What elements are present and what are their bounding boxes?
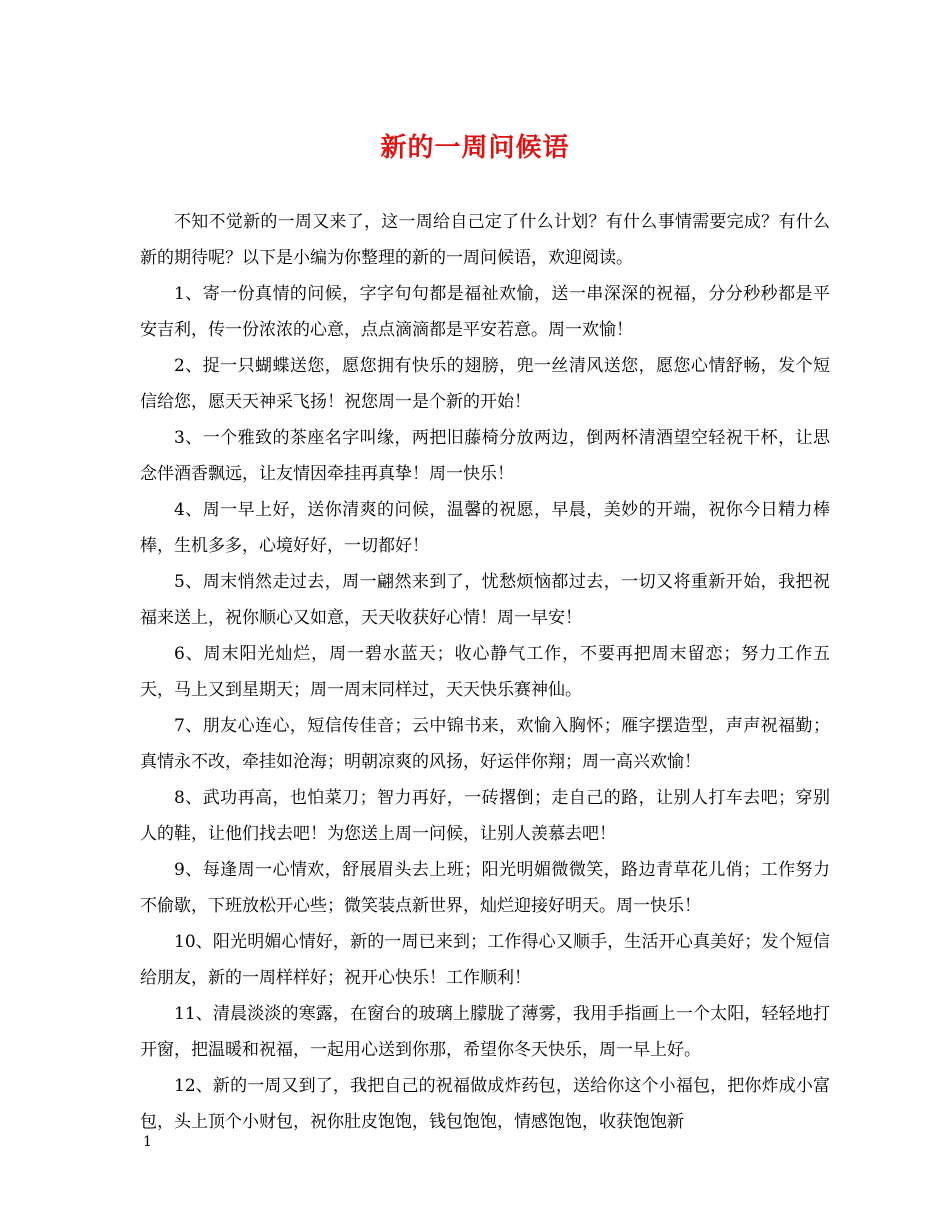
greeting-paragraph-11: 11、清晨淡淡的寒露，在窗台的玻璃上朦胧了薄雾，我用手指画上一个太阳，轻轻地打开窗，把温暖和祝福，一起用心送到你那，希望你冬天快乐，周一早上好。	[140, 1004, 830, 1060]
greeting-paragraph-4: 4、周一早上好，送你清爽的问候，温馨的祝愿，早晨，美妙的开端，祝你今日精力棒棒，生机多多，心境好好，一切都好！	[140, 500, 830, 556]
greeting-paragraph-12: 12、新的一周又到了，我把自己的祝福做成炸药包，送给你这个小福包，把你炸成小富包，头上顶个小财包，祝你肚皮饱饱，钱包饱饱，情感饱饱，收获饱饱新	[140, 1076, 830, 1132]
greeting-paragraph-1: 1、寄一份真情的问候，字字句句都是福祉欢愉，送一串深深的祝福，分分秒秒都是平安吉利，传一份浓浓的心意，点点滴滴都是平安若意。周一欢愉！	[140, 284, 830, 340]
greeting-paragraph-7: 7、朋友心连心，短信传佳音；云中锦书来，欢愉入胸怀；雁字摆造型，声声祝福勤；真情永不改，牵挂如沧海；明朝凉爽的风扬，好运伴你翔；周一高兴欢愉！	[140, 716, 830, 772]
greeting-paragraph-3: 3、一个雅致的茶座名字叫缘，两把旧藤椅分放两边，倒两杯清酒望空轻祝干杯，让思念伴酒香飘远，让友情因牵挂再真挚！周一快乐！	[140, 428, 830, 484]
greeting-paragraph-6: 6、周末阳光灿烂，周一碧水蓝天；收心静气工作，不要再把周末留恋；努力工作五天，马上又到星期天；周一周末同样过，天天快乐赛神仙。	[140, 644, 830, 700]
document-title: 新的一周问候语	[380, 133, 570, 163]
greeting-paragraph-10: 10、阳光明媚心情好，新的一周已来到；工作得心又顺手，生活开心真美好；发个短信给朋友，新的一周样样好；祝开心快乐！工作顺利！	[140, 932, 830, 988]
page-number: 1	[143, 1134, 152, 1150]
document-body	[140, 204, 830, 1140]
greeting-paragraph-2: 2、捉一只蝴蝶送您，愿您拥有快乐的翅膀，兜一丝清风送您，愿您心情舒畅，发个短信给您，愿天天神采飞扬！祝您周一是个新的开始！	[140, 356, 830, 412]
intro-paragraph: 不知不觉新的一周又来了，这一周给自己定了什么计划？有什么事情需要完成？有什么新的期待呢？以下是小编为你整理的新的一周问候语，欢迎阅读。	[140, 212, 830, 268]
greeting-paragraph-9: 9、每逢周一心情欢，舒展眉头去上班；阳光明媚微微笑，路边青草花儿俏；工作努力不偷歇，下班放松开心些；微笑装点新世界，灿烂迎接好明天。周一快乐！	[140, 860, 830, 916]
greeting-paragraph-5: 5、周末悄然走过去，周一翩然来到了，忧愁烦恼都过去，一切又将重新开始，我把祝福来送上，祝你顺心又如意，天天收获好心情！周一早安！	[140, 572, 830, 628]
greeting-paragraph-8: 8、武功再高，也怕菜刀；智力再好，一砖撂倒；走自己的路，让别人打车去吧；穿别人的鞋，让他们找去吧！为您送上周一问候，让别人羡慕去吧！	[140, 788, 830, 844]
